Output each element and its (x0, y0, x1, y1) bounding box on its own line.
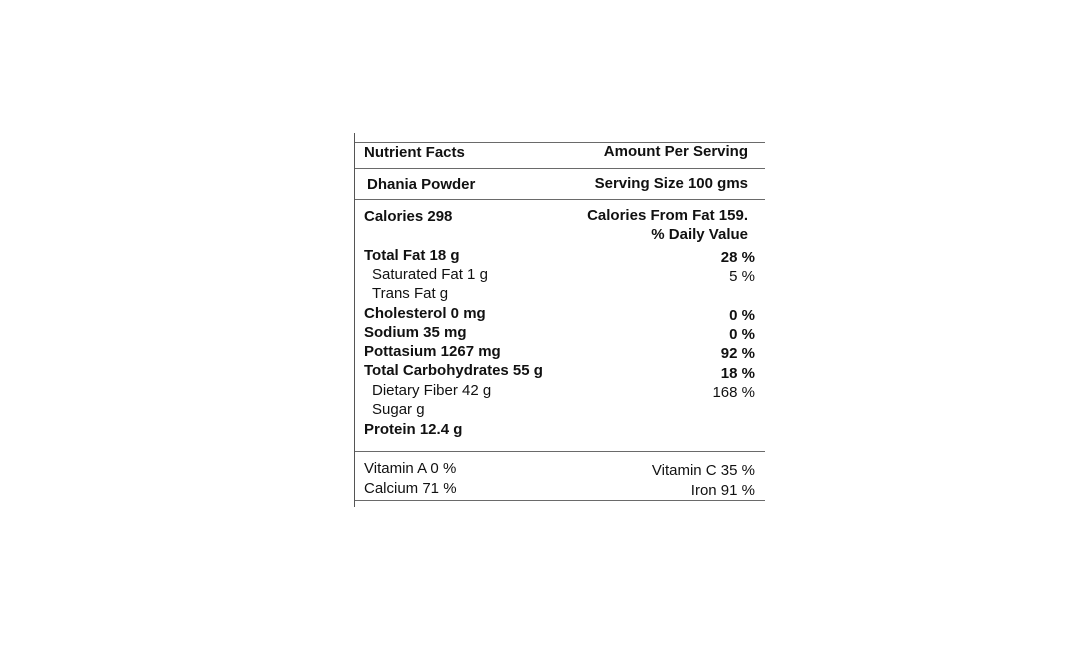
nutrition-facts-label (354, 133, 765, 507)
nutrient-label: Cholesterol 0 mg (364, 305, 486, 322)
vitamin-a: Vitamin A 0 % (364, 460, 457, 477)
bottom-rule (355, 500, 765, 501)
nutrient-label: Trans Fat g (372, 285, 449, 302)
iron: Iron 91 % (690, 482, 755, 499)
nutrient-label: Dietary Fiber 42 g (372, 382, 492, 399)
divider-rule (355, 199, 765, 200)
nutrient-label: Pottasium 1267 mg (364, 343, 501, 360)
nutrient-daily-value: 92 % (720, 345, 755, 362)
amount-per-serving: Amount Per Serving (603, 143, 748, 160)
nutrient-label: Total Fat 18 g (364, 247, 460, 264)
serving-size: Serving Size 100 gms (594, 175, 748, 192)
nutrient-label: Sodium 35 mg (364, 324, 467, 341)
daily-value-header: % Daily Value (651, 226, 748, 243)
calories: Calories 298 (364, 208, 453, 225)
nutrient-daily-value: 18 % (720, 365, 755, 382)
nutrient-label: Saturated Fat 1 g (372, 266, 488, 283)
nutrient-daily-value: 168 % (712, 384, 755, 401)
calcium: Calcium 71 % (364, 480, 457, 497)
nutrient-daily-value: 5 % (729, 268, 755, 285)
nutrient-daily-value: 0 % (729, 307, 755, 324)
divider-rule (355, 168, 765, 169)
divider-rule (355, 451, 765, 452)
label-title: Nutrient Facts (364, 144, 465, 161)
calories-from-fat: Calories From Fat 159. (587, 207, 748, 224)
nutrient-label: Protein 12.4 g (364, 421, 463, 438)
nutrient-daily-value: 0 % (729, 326, 755, 343)
vitamin-c: Vitamin C 35 % (651, 462, 755, 479)
nutrient-label: Sugar g (372, 401, 425, 418)
nutrient-daily-value: 28 % (720, 249, 755, 266)
product-name: Dhania Powder (367, 176, 476, 193)
nutrient-label: Total Carbohydrates 55 g (364, 362, 543, 379)
